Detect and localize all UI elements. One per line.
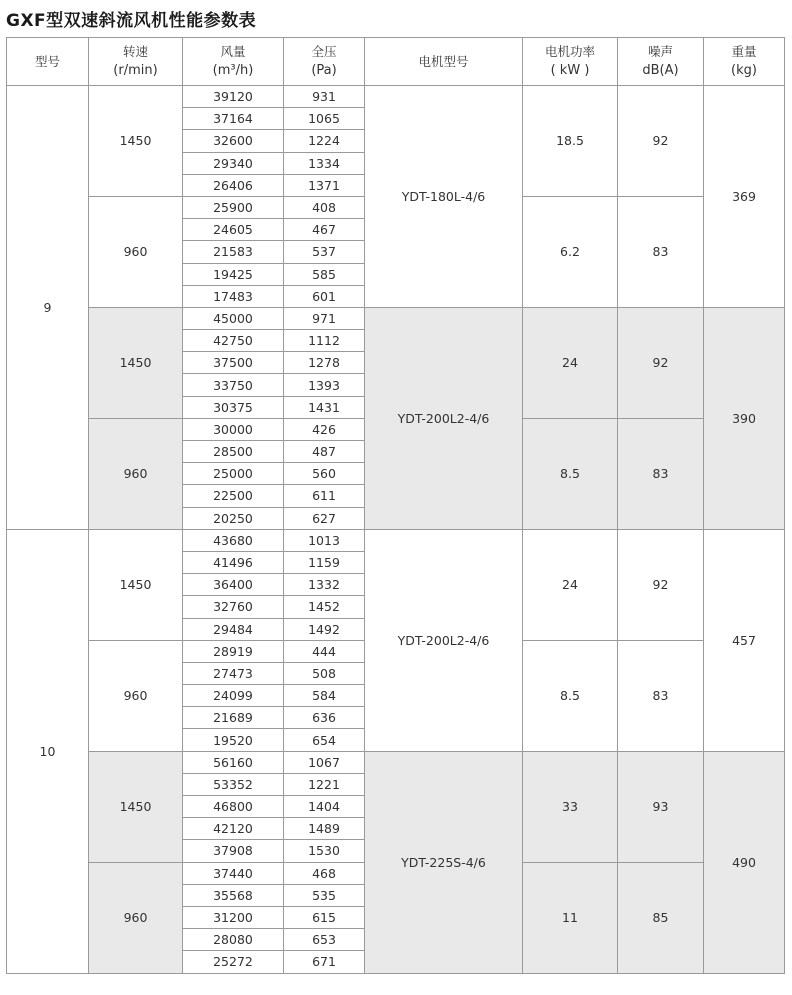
header-motor-model: 电机型号 (365, 38, 523, 86)
header-airflow: 风量 (m³/h) (183, 38, 284, 86)
pressure-cell: 654 (284, 729, 365, 751)
pressure-cell: 467 (284, 219, 365, 241)
airflow-cell: 32600 (183, 130, 284, 152)
pressure-cell: 1013 (284, 529, 365, 551)
airflow-cell: 29484 (183, 618, 284, 640)
pressure-cell: 585 (284, 263, 365, 285)
pressure-cell: 1431 (284, 396, 365, 418)
airflow-cell: 28080 (183, 929, 284, 951)
airflow-cell: 56160 (183, 751, 284, 773)
pressure-cell: 535 (284, 884, 365, 906)
table-row (7, 529, 785, 551)
noise-cell: 92 (618, 307, 704, 418)
power-cell: 18.5 (523, 86, 618, 197)
table-body (7, 86, 785, 974)
speed-cell: 1450 (89, 307, 183, 418)
pressure-cell: 671 (284, 951, 365, 973)
pressure-cell: 1334 (284, 152, 365, 174)
pressure-cell: 1065 (284, 108, 365, 130)
airflow-cell: 24099 (183, 685, 284, 707)
noise-cell: 85 (618, 862, 704, 973)
airflow-cell: 19520 (183, 729, 284, 751)
pressure-cell: 971 (284, 307, 365, 329)
speed-cell: 960 (89, 862, 183, 973)
airflow-cell: 53352 (183, 773, 284, 795)
pressure-cell: 1224 (284, 130, 365, 152)
airflow-cell: 31200 (183, 906, 284, 928)
airflow-cell: 25272 (183, 951, 284, 973)
header-weight: 重量 (kg) (704, 38, 785, 86)
model-cell: 9 (7, 86, 89, 530)
pressure-cell: 508 (284, 662, 365, 684)
pressure-cell: 615 (284, 906, 365, 928)
pressure-cell: 560 (284, 463, 365, 485)
weight-cell: 457 (704, 529, 785, 751)
weight-cell: 369 (704, 86, 785, 308)
airflow-cell: 43680 (183, 529, 284, 551)
pressure-cell: 537 (284, 241, 365, 263)
pressure-cell: 1404 (284, 796, 365, 818)
airflow-cell: 37164 (183, 108, 284, 130)
pressure-cell: 1278 (284, 352, 365, 374)
airflow-cell: 21689 (183, 707, 284, 729)
model-cell: 10 (7, 529, 89, 973)
power-cell: 24 (523, 529, 618, 640)
pressure-cell: 1067 (284, 751, 365, 773)
airflow-cell: 32760 (183, 596, 284, 618)
speed-cell: 1450 (89, 529, 183, 640)
pressure-cell: 1159 (284, 551, 365, 573)
airflow-cell: 46800 (183, 796, 284, 818)
pressure-cell: 584 (284, 685, 365, 707)
airflow-cell: 28500 (183, 441, 284, 463)
pressure-cell: 1112 (284, 330, 365, 352)
airflow-cell: 30375 (183, 396, 284, 418)
airflow-cell: 41496 (183, 551, 284, 573)
header-pressure: 全压 (Pa) (284, 38, 365, 86)
airflow-cell: 24605 (183, 219, 284, 241)
airflow-cell: 27473 (183, 662, 284, 684)
speed-cell: 960 (89, 640, 183, 751)
header-speed: 转速 (r/min) (89, 38, 183, 86)
airflow-cell: 37440 (183, 862, 284, 884)
pressure-cell: 1332 (284, 574, 365, 596)
power-cell: 8.5 (523, 640, 618, 751)
airflow-cell: 17483 (183, 285, 284, 307)
pressure-cell: 931 (284, 86, 365, 108)
pressure-cell: 601 (284, 285, 365, 307)
airflow-cell: 19425 (183, 263, 284, 285)
airflow-cell: 25000 (183, 463, 284, 485)
airflow-cell: 36400 (183, 574, 284, 596)
noise-cell: 93 (618, 751, 704, 862)
power-cell: 24 (523, 307, 618, 418)
pressure-cell: 611 (284, 485, 365, 507)
airflow-cell: 28919 (183, 640, 284, 662)
header-power: 电机功率 ( kW ) (523, 38, 618, 86)
pressure-cell: 1371 (284, 174, 365, 196)
pressure-cell: 1393 (284, 374, 365, 396)
speed-cell: 960 (89, 418, 183, 529)
motor-model-cell: YDT-180L-4/6 (365, 86, 523, 308)
noise-cell: 92 (618, 86, 704, 197)
noise-cell: 92 (618, 529, 704, 640)
speed-cell: 1450 (89, 751, 183, 862)
power-cell: 6.2 (523, 196, 618, 307)
motor-model-cell: YDT-200L2-4/6 (365, 529, 523, 751)
airflow-cell: 37908 (183, 840, 284, 862)
pressure-cell: 468 (284, 862, 365, 884)
pressure-cell: 1489 (284, 818, 365, 840)
page-title: GXF型双速斜流风机性能参数表 (6, 11, 257, 31)
airflow-cell: 33750 (183, 374, 284, 396)
airflow-cell: 45000 (183, 307, 284, 329)
airflow-cell: 26406 (183, 174, 284, 196)
airflow-cell: 37500 (183, 352, 284, 374)
performance-table (6, 37, 785, 974)
noise-cell: 83 (618, 196, 704, 307)
header-model: 型号 (7, 38, 89, 86)
noise-cell: 83 (618, 418, 704, 529)
weight-cell: 390 (704, 307, 785, 529)
airflow-cell: 42750 (183, 330, 284, 352)
noise-cell: 83 (618, 640, 704, 751)
pressure-cell: 627 (284, 507, 365, 529)
airflow-cell: 42120 (183, 818, 284, 840)
pressure-cell: 1452 (284, 596, 365, 618)
pressure-cell: 408 (284, 196, 365, 218)
weight-cell: 490 (704, 751, 785, 973)
header-noise: 噪声 dB(A) (618, 38, 704, 86)
airflow-cell: 22500 (183, 485, 284, 507)
pressure-cell: 426 (284, 418, 365, 440)
pressure-cell: 444 (284, 640, 365, 662)
pressure-cell: 1221 (284, 773, 365, 795)
airflow-cell: 30000 (183, 418, 284, 440)
motor-model-cell: YDT-200L2-4/6 (365, 307, 523, 529)
airflow-cell: 39120 (183, 86, 284, 108)
pressure-cell: 653 (284, 929, 365, 951)
airflow-cell: 35568 (183, 884, 284, 906)
power-cell: 8.5 (523, 418, 618, 529)
speed-cell: 1450 (89, 86, 183, 197)
power-cell: 33 (523, 751, 618, 862)
airflow-cell: 25900 (183, 196, 284, 218)
airflow-cell: 20250 (183, 507, 284, 529)
airflow-cell: 21583 (183, 241, 284, 263)
table-row (7, 86, 785, 108)
pressure-cell: 487 (284, 441, 365, 463)
power-cell: 11 (523, 862, 618, 973)
airflow-cell: 29340 (183, 152, 284, 174)
header-row (7, 38, 785, 86)
table-row (7, 751, 785, 773)
pressure-cell: 636 (284, 707, 365, 729)
table-row (7, 307, 785, 329)
pressure-cell: 1530 (284, 840, 365, 862)
speed-cell: 960 (89, 196, 183, 307)
motor-model-cell: YDT-225S-4/6 (365, 751, 523, 973)
pressure-cell: 1492 (284, 618, 365, 640)
